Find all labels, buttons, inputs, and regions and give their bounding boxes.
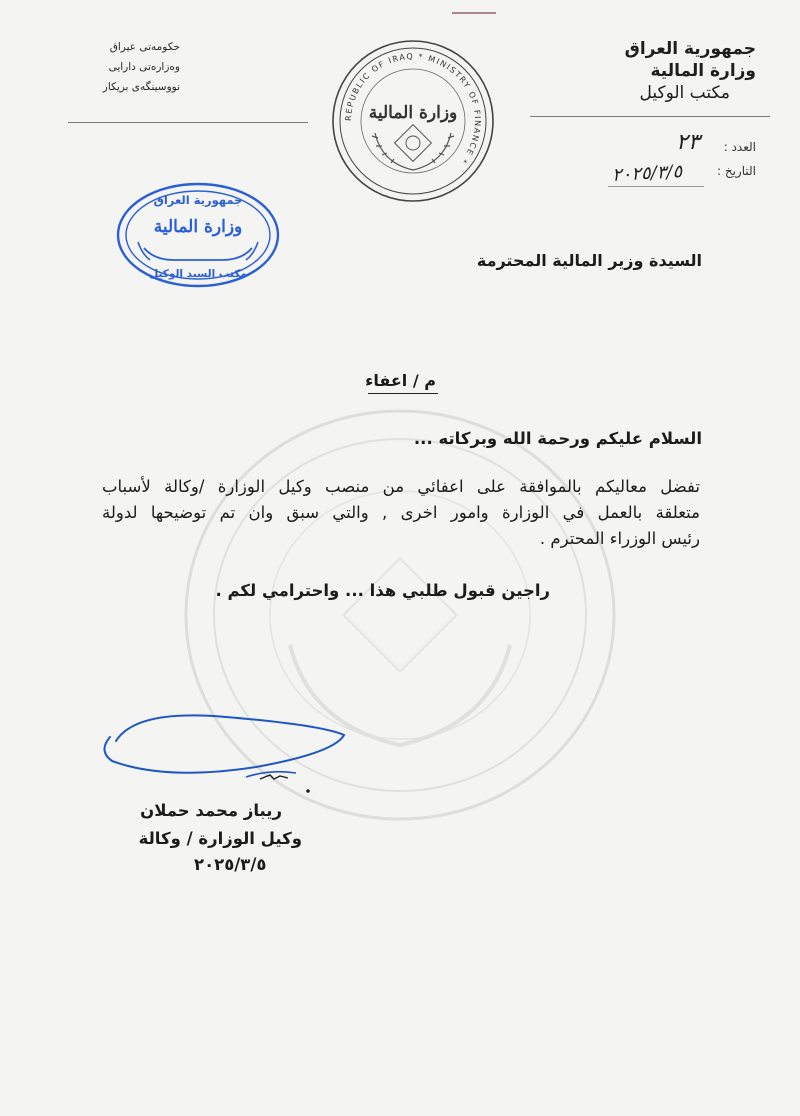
greeting: السلام عليكم ورحمة الله وبركاته ... [413, 429, 702, 448]
office-stamp [114, 180, 282, 290]
ref-date-underline [608, 186, 704, 187]
ref-date-value: ٢٠٢٥/٣/٥ [611, 161, 683, 186]
header-kurdish-country: حكومەتی عیراق [109, 41, 180, 53]
subject-line: م / اعفاء [365, 371, 436, 390]
signatory-name: ريباز محمد حملان [140, 801, 282, 820]
handwritten-signature [96, 705, 356, 795]
body-line-2: متعلقة بالعمل في الوزارة وامور اخرى , والتي سبق وان تم توضيحها لدولة [102, 503, 700, 522]
ministry-emblem-seal [330, 38, 496, 204]
header-left-rule [68, 122, 308, 123]
subject-underline [368, 393, 438, 394]
ref-number-value: ٢٣ [676, 130, 700, 155]
top-tick-mark [452, 12, 496, 14]
closing-line: راجين قبول طلبي هذا ... واحترامي لكم . [215, 581, 550, 600]
body-line-3: رئيس الوزراء المحترم . [539, 529, 700, 548]
svg-text:وزارة المالية: وزارة المالية [153, 217, 243, 237]
svg-text:وزارة المالية: وزارة المالية [368, 103, 458, 123]
signatory-date: ٢٠٢٥/٣/٥ [194, 855, 267, 874]
header-country: جمهورية العراق [624, 39, 756, 59]
signatory-title: وكيل الوزارة / وكالة [138, 829, 302, 848]
ref-date-label: التاريخ : [716, 164, 756, 178]
svg-text:جمهورية العراق: جمهورية العراق [153, 193, 243, 207]
svg-text:مكتب السيد الوكيل: مكتب السيد الوكيل [149, 268, 247, 280]
header-kurdish-ministry: وەزارەتی دارایی [108, 61, 180, 73]
header-ministry: وزارة المالية [650, 61, 756, 81]
svg-text:REPUBLIC OF IRAQ * MINISTRY OF: REPUBLIC OF IRAQ * MINISTRY OF FINANCE * [343, 51, 483, 167]
addressee: السيدة وزير المالية المحترمة [476, 251, 702, 270]
body-line-1: تفضل معاليكم بالموافقة على اعفائي من منصب وكيل الوزارة /وكالة لأسباب [102, 477, 700, 496]
header-kurdish-office: نووسینگەی بریکار [102, 81, 180, 93]
header-office: مكتب الوكيل [639, 83, 730, 103]
header-right-rule [530, 116, 770, 117]
ref-number-label: العدد : [723, 140, 756, 154]
